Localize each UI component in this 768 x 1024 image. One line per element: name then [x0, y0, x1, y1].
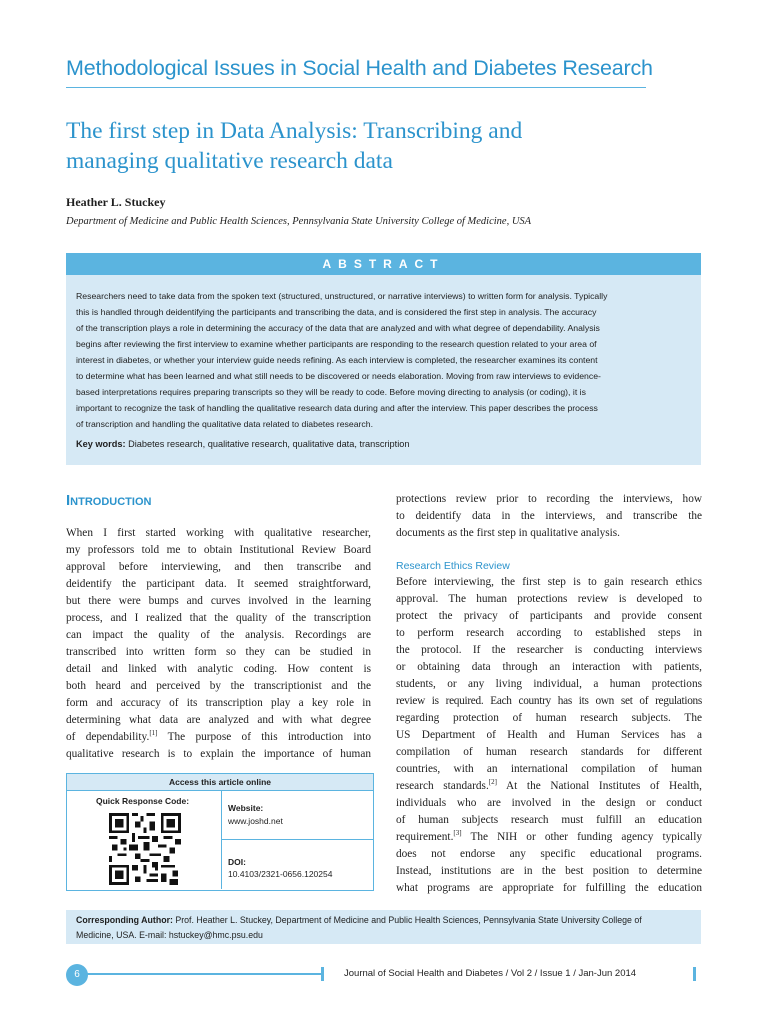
body-line: does not endorse any specific educational programs. [396, 848, 702, 860]
keywords-list: Diabetes research, qualitative research, qualitative data, transcription [128, 439, 410, 449]
corresponding-label: Corresponding Author: [76, 915, 173, 925]
subsection-heading-ethics: Research Ethics Review [396, 560, 510, 572]
doi-link[interactable]: 10.4103/2321-0656.120254 [228, 869, 333, 879]
body-line: transcribed into written form so they can be studied in [66, 646, 371, 658]
body-line: students, or any living individual, a human protections [396, 678, 702, 690]
access-box-heading: Access this article online [67, 774, 373, 790]
body-text: The purpose of this introduction into [157, 731, 372, 743]
abstract-line: Researchers need to take data from the spoken text (structured, unstructured, or narrative interviews) to written form for analysis. Typically [76, 291, 608, 301]
body-line: review is required. Each country has its own set of regulations [396, 695, 702, 707]
body-line: form and accuracy of its transcription play a key role in [66, 697, 371, 709]
journal-section-header: Methodological Issues in Social Health and Diabetes Research [66, 56, 653, 80]
footer-divider-tick [693, 967, 696, 981]
website-label: Website: [228, 803, 264, 813]
body-text: At the National Institutes of Health, [496, 780, 702, 792]
article-title [66, 116, 686, 176]
body-line: protect the privacy of participants and provide consent [396, 610, 702, 622]
abstract-line: this is handled through deidentifying the participants and transcribing the data, and is considered the first step in analysis. The accuracy [76, 307, 597, 317]
abstract-line: of transcription and handling the qualitative data related to diabetes research. [76, 419, 374, 429]
abstract-line: of the transcription plays a role in determining the accuracy of the data that are analyzed and with what degree of dependability. Analysis [76, 323, 600, 333]
body-line: approval before interviewing, and then transcribe and [66, 561, 371, 573]
body-line: detail and linked with analytic coding. How content is [66, 663, 371, 675]
body-line [396, 778, 702, 795]
body-line: both heard and perceived by the transcriptionist and the [66, 680, 371, 692]
keywords-label: Key words: [76, 439, 126, 449]
author-affiliation: Department of Medicine and Public Health Sciences, Pennsylvania State University College of Medicine, USA [66, 216, 532, 227]
body-line: determining what data are analyzed and with what degree [66, 714, 371, 726]
body-line: approval. The human protections review is developed to [396, 593, 702, 605]
citation-ref[interactable]: [2] [488, 778, 497, 787]
divider [66, 790, 373, 791]
footer-divider [78, 973, 322, 975]
divider [222, 839, 373, 840]
body-text: requirement. [396, 831, 454, 843]
citation-ref[interactable]: [1] [149, 729, 158, 738]
author-name: Heather L. Stuckey [66, 195, 166, 209]
body-line: my professors told me to obtain Institutional Review Board [66, 544, 371, 556]
body-line [66, 729, 371, 746]
body-text: The NIH or other funding agency typically [461, 831, 702, 843]
website-link[interactable]: www.joshd.net [228, 816, 283, 826]
body-line: protections review prior to recording the interviews, how [396, 493, 702, 505]
qr-label: Quick Response Code: [96, 796, 190, 806]
body-line: process, and I realized that the quality of the transcription [66, 612, 371, 624]
abstract-heading: ABSTRACT [66, 253, 701, 275]
keywords [76, 439, 409, 449]
body-line: deidentify the participant data. It seemed straightforward, [66, 578, 371, 590]
corresponding-author-email: Medicine, USA. E-mail: hstuckey@hmc.psu.edu [76, 930, 263, 940]
footer-journal-citation: Journal of Social Health and Diabetes / Vol 2 / Issue 1 / Jan-Jun 2014 [344, 968, 637, 979]
body-line: Instead, institutions are in the best position to determine [396, 865, 702, 877]
page-number: 6 [66, 964, 88, 986]
body-line: to perform research according to established steps in [396, 627, 702, 639]
body-line: can impact the quality of the analysis. Recordings are [66, 629, 371, 641]
body-line: documents as the first step in qualitative analysis. [396, 527, 621, 539]
abstract-line: begins after reviewing the first interview to examine whether participants are responding to the research question related to your area of [76, 339, 597, 349]
body-text: research standards. [396, 780, 489, 792]
abstract-line: to determine what has been learned and what still needs to be discovered or needs elaboration. Moving from raw interviews to evidence- [76, 371, 601, 381]
body-line: but there were bumps and curves involved in the learning [66, 595, 371, 607]
body-line: When I first started working with qualitative researcher, [66, 527, 371, 539]
abstract-line: important to recognize the task of handling the qualitative research data during and after the interview. This paper describes the process [76, 403, 598, 413]
body-line: countries, with an international compilation of human [396, 763, 702, 775]
title-line: managing qualitative research data [66, 148, 393, 174]
body-line: or obtaining data through an interaction with patients, [396, 661, 702, 673]
body-line: compilation of human research standards for different [396, 746, 702, 758]
body-line: qualitative research is to explain the importance of human [66, 748, 371, 760]
footer-divider-tick [321, 967, 324, 981]
corresponding-text: Prof. Heather L. Stuckey, Department of Medicine and Public Health Sciences, Pennsylvania State University College of [172, 915, 642, 925]
doi-label: DOI: [228, 857, 246, 867]
abstract-line: based interpretations requires preparing transcripts so they will be ready to code. Before moving directing to analysis (or coding), it is [76, 387, 586, 397]
body-line: US Department of Health and Human Services has a [396, 729, 702, 741]
body-text: of dependability. [66, 731, 150, 743]
header-divider [66, 87, 646, 88]
section-heading-introduction: Introduction [66, 492, 152, 509]
abstract-line: interest in diabetes, or whether your interview guide needs refining. As each interview is completed, the researcher examines its content [76, 355, 598, 365]
body-line: to deidentify data in the interviews, and transcribe the [396, 510, 702, 522]
divider [221, 791, 222, 889]
body-line: of human subjects research must fulfill an education [396, 814, 702, 826]
citation-ref[interactable]: [3] [453, 829, 462, 838]
body-line: the protocol. If the researcher is conducting interviews [396, 644, 702, 656]
body-line: what programs are appropriate for fulfilling the education [396, 882, 702, 894]
title-line: The first step in Data Analysis: Transcribing and [66, 118, 523, 144]
body-line: regarding protection of human research subjects. The [396, 712, 702, 724]
body-line [396, 829, 702, 846]
corresponding-author-line [76, 915, 642, 925]
body-line: individuals who are involved in the design or conduct [396, 797, 702, 809]
qr-code-icon [109, 813, 181, 885]
body-line: Before interviewing, the first step is to gain research ethics [396, 576, 702, 588]
